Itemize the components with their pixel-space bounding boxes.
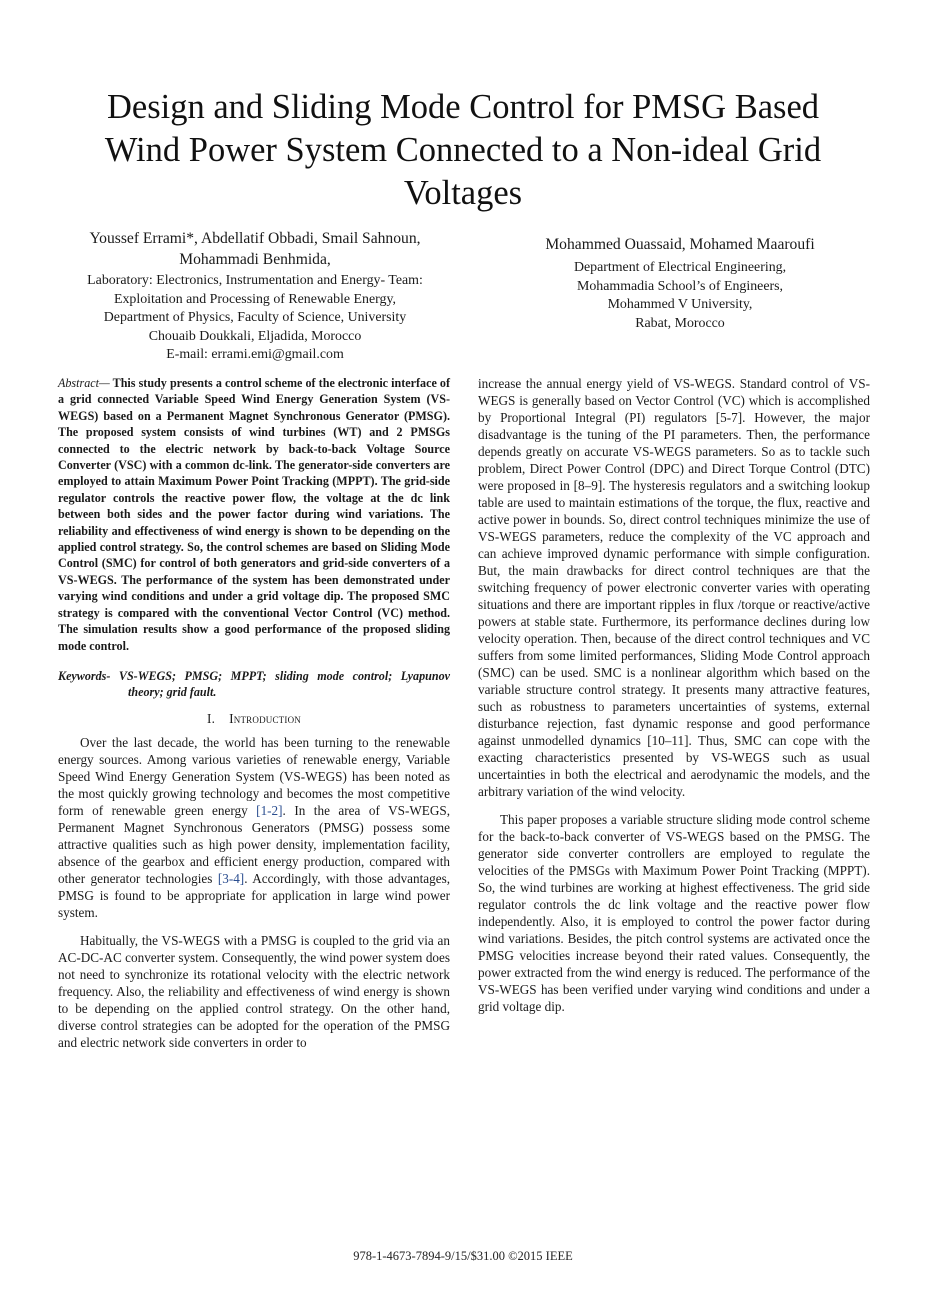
left-column (58, 375, 450, 1051)
abstract-label: Abstract— (58, 376, 110, 390)
intro-paragraph-1: Over the last decade, the world has been turning to the renewable energy sources. Among various varieties of renewable energy, Variable Speed Wind Energy Generation System (VS-WEGS) has been noted as the most quickly growing technology and becomes the most competitive form of renewable green energy [1-2]. In the area of VS-WEGS, Permanent Magnet Synchronous Generators (PMSG) possess some attractive qualities such as high power density, implementation facility, absence of the gearbox and efficient energy production, compared with other generator technologies [3-4]. Accordingly, with those advantages, PMSG is found to be appropriate for application in large wind power system. (58, 734, 450, 920)
citation-link[interactable]: [3-4] (217, 870, 245, 886)
authors-left: Youssef Errami*, Abdellatif Obbadi, Smail Sahnoun, Mohammadi Benhmida, (89, 230, 421, 268)
affiliation-lines-left: Laboratory: Electronics, Instrumentation and Energy- Team: Exploitation and Processing of Renewable Energy, Department of Physics, Faculty of Science, University Chouaib Doukkali, Eljadida, Morocco E-mail: errami.emi@gmail.com (50, 272, 460, 365)
abstract (58, 375, 450, 654)
affiliation-left (50, 228, 460, 365)
section-heading (58, 710, 450, 727)
right-column (478, 375, 870, 1015)
author-email: E-mail: errami.emi@gmail.com (166, 347, 344, 362)
intro-paragraph-3: increase the annual energy yield of VS-WEGS. Standard control of VS-WEGS is generally based on Vector Control (VC) which is accomplished by Proportional Integral (PI) regulators [5-7]. However, the major disadvantage is the tuning of the PI parameters. Then, the performance depends greatly on accurate VS-WEGS parameters. So as to tackle such problem, Direct Power Control (DPC) and Direct Torque Control (DTC) were proposed in [8–9]. The hysteresis regulators and a switching lookup table are used to maintain estimations of the torque, the flux, reactive and active power in bounds. So, direct control techniques minimize the use of VS-WEGS parameters, reduce the complexity of the VC approach and can achieve improved dynamic performance with simple configuration. But, the main drawbacks for direct control techniques are that the switching frequency of power electronic converter varies with operating situations and there are important ripples in flux /torque or reactive/active powers at stable state. Furthermore, its performance declines during low velocity operation. Then, because of the direct control techniques and VC suffers from some limited performances, Sliding Mode Control approach (SMC) can be used. SMC is a nonlinear algorithm which based on the variable structure control strategy. It presents many attractive features, such as robustness to parameters uncertainties of systems, external disturbance rejection, fast dynamic response and good performance against unmodelled dynamics [10–11]. Thus, SMC can cope with the exacting characteristics presented by VS-WEGS such as usual uncertainties in both the electrical and aerodynamic the models, and the arbitrary variation of the wind velocity. (478, 376, 870, 799)
section-number: I. (207, 710, 216, 726)
intro-paragraph-4: This paper proposes a variable structure sliding mode control scheme for the back-to-back converter of VS-WEGS based on the PMSG. The generator side converter controllers are employed to regulate the velocities of the PMSGs with Maximum Power Point Tracking (MPPT). So, the wind turbines are working at highest effectiveness. The grid side regulator controls the dc link voltage and the reactive power flow independently. Also, it is employed to control the power factor during wind variations. Besides, the pitch control systems are activated once the PMSG velocities increase beyond their rated values. Consequently, the power extracted from the wind energy is reduced. The performance of the VS-WEGS has been verified under varying wind conditions and under a grid voltage dip. (478, 812, 870, 1014)
intro-paragraph-2: Habitually, the VS-WEGS with a PMSG is coupled to the grid via an AC-DC-AC converter system. Consequently, the wind power system does not need to synchronize its rotational velocity with the electric network frequency. Also, the reliability and effectiveness of wind energy is shown to be depending on the applied control strategy. On the other hand, diverse control strategies can be adopted for the operation of the PMSG and electric network side converters in order to (58, 932, 450, 1050)
affiliation-right (505, 234, 855, 333)
paper-title (30, 86, 896, 215)
copyright-footer: 978-1-4673-7894-9/15/$31.00 ©2015 IEEE (353, 1249, 573, 1263)
title-line: Design and Sliding Mode Control for PMSG Based (106, 88, 820, 126)
abstract-text: This study presents a control scheme of the electronic interface of a grid connected Variable Speed Wind Energy Generation System (VS-WEGS) based on a Permanent Magnet Synchronous Generator (PMSG). The proposed system consists of wind turbines (WT) and 2 PMSGs connected to the electric network by back-to-back Voltage Source Converter (VSC) with a common dc-link. The generator-side converters are employed to attain Maximum Power Point Tracking (MPPT). The grid-side regulator controls the reactive power flow, the voltage at the dc link between both sides and the power factor during wind variations. The reliability and effectiveness of wind energy is shown to be depending on the applied control strategy. So, the control schemes are based on Sliding Mode Control (SMC) for control of both generators and grid-side converters of a VS-WEGS. The performance of the system has been demonstrated under varying wind conditions and under a grid voltage dip. The proposed SMC strategy is compared with the conventional Vector Control (VC) method. The simulation results show a good performance of the proposed sliding mode control. (58, 376, 450, 653)
title-line: Voltages (403, 174, 523, 212)
citation-link[interactable]: [1-2] (256, 802, 283, 818)
keywords: Keywords- VS-WEGS; PMSG; MPPT; sliding mode control; Lyapunov theory; grid fault. (58, 668, 450, 700)
affiliation-lines-right: Department of Electrical Engineering, Mohammadia School’s of Engineers, Mohammed V University, Rabat, Morocco (573, 260, 787, 331)
authors-right: Mohammed Ouassaid, Mohamed Maaroufi (545, 236, 815, 253)
title-line: Wind Power System Connected to a Non-ideal Grid (104, 131, 822, 169)
section-title: Introduction (229, 710, 301, 726)
